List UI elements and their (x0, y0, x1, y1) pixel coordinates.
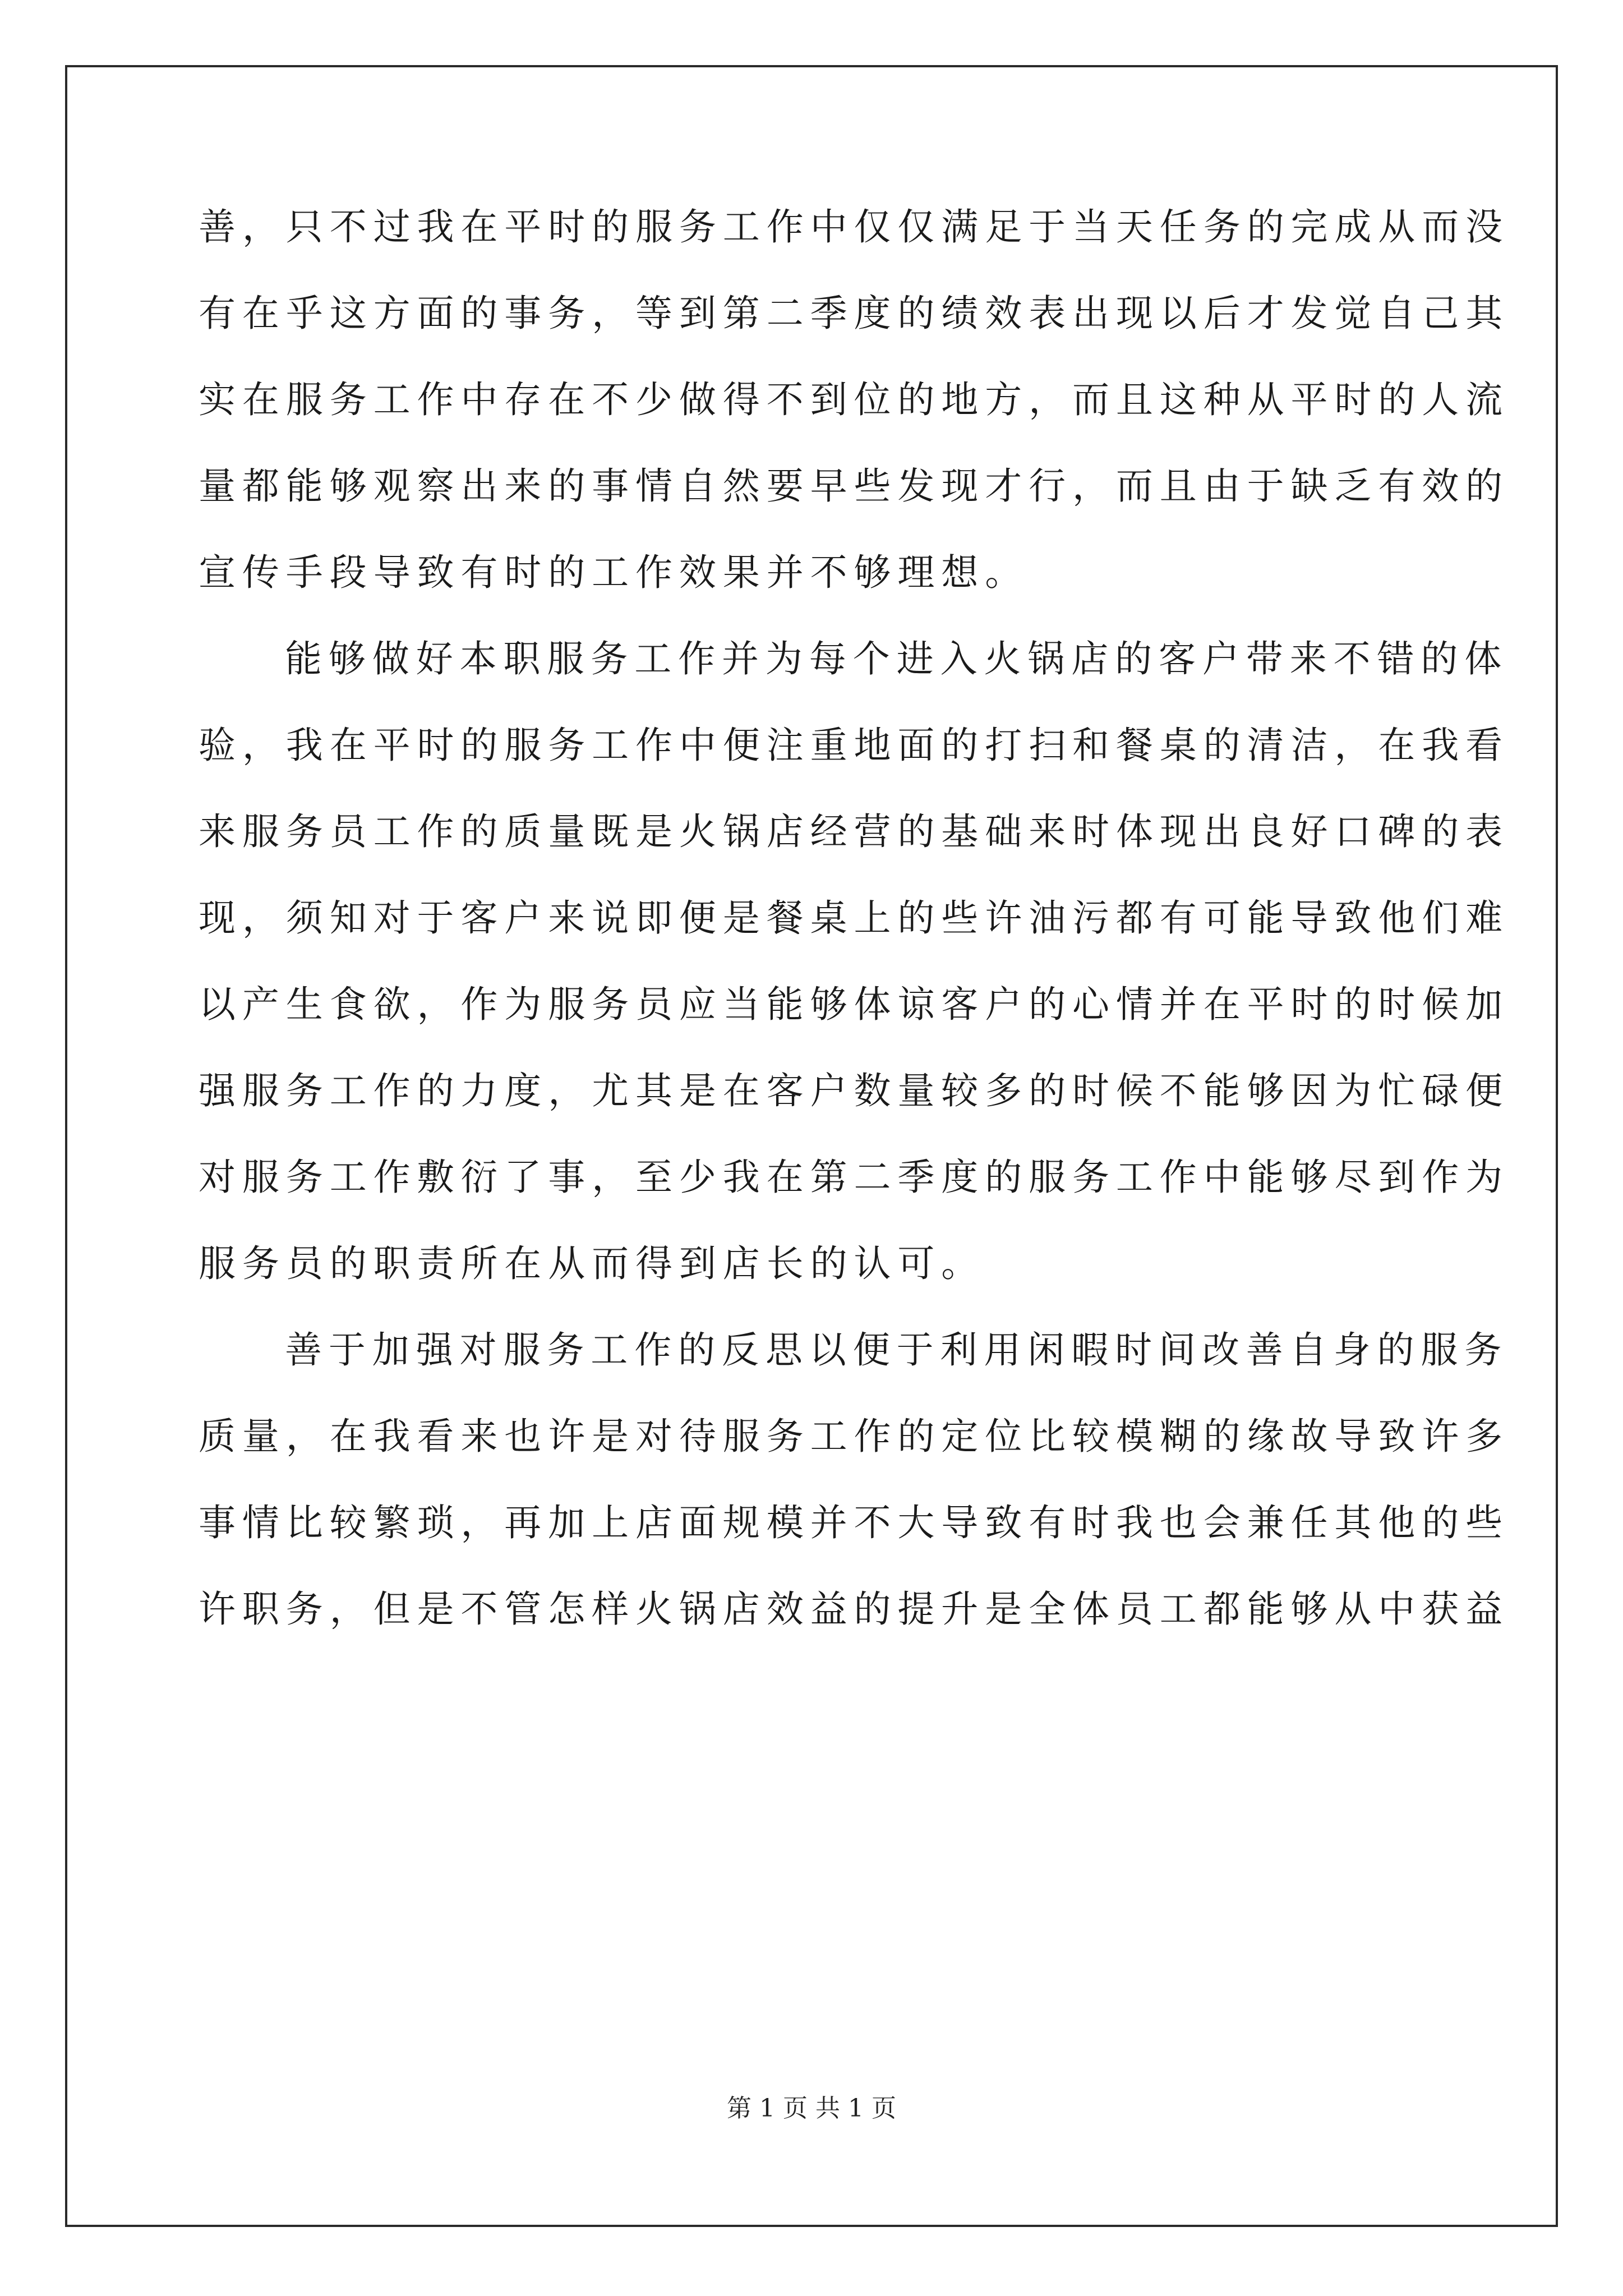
text-line-3: 实在服务工作中存在不少做得不到位的地方，而且这种从平时的人流 (199, 378, 1509, 421)
text-line-13: 服务员的职责所在从而得到店长的认可。 (199, 1242, 985, 1285)
text-line-2: 有在乎这方面的事务，等到第二季度的绩效表出现以后才发觉自己其 (199, 292, 1509, 335)
text-line-10: 以产生食欲，作为服务员应当能够体谅客户的心情并在平时的时候加 (199, 983, 1509, 1026)
page-number-footer: 第 1 页 共 1 页 (727, 2094, 896, 2123)
text-line-9: 现，须知对于客户来说即便是餐桌上的些许油污都有可能导致他们难 (199, 896, 1509, 940)
text-line-17: 许职务，但是不管怎样火锅店效益的提升是全体员工都能够从中获益 (199, 1588, 1509, 1631)
text-line-16: 事情比较繁琐，再加上店面规模并不大导致有时我也会兼任其他的些 (199, 1501, 1509, 1544)
text-line-6: 能够做好本职服务工作并为每个进入火锅店的客户带来不错的体 (285, 637, 1509, 680)
text-line-14: 善于加强对服务工作的反思以便于利用闲暇时间改善自身的服务 (285, 1328, 1509, 1372)
text-line-4: 量都能够观察出来的事情自然要早些发现才行，而且由于缺乏有效的 (199, 464, 1509, 508)
text-line-7: 验，我在平时的服务工作中便注重地面的打扫和餐桌的清洁，在我看 (199, 724, 1509, 767)
document-body (199, 205, 1509, 1677)
text-line-5: 宣传手段导致有时的工作效果并不够理想。 (199, 551, 1029, 594)
text-line-1: 善，只不过我在平时的服务工作中仅仅满足于当天任务的完成从而没 (199, 205, 1509, 249)
text-line-12: 对服务工作敷衍了事，至少我在第二季度的服务工作中能够尽到作为 (199, 1156, 1509, 1199)
text-line-11: 强服务工作的力度，尤其是在客户数量较多的时候不能够因为忙碌便 (199, 1069, 1509, 1112)
text-line-8: 来服务员工作的质量既是火锅店经营的基础来时体现出良好口碑的表 (199, 810, 1509, 853)
text-line-15: 质量，在我看来也许是对待服务工作的定位比较模糊的缘故导致许多 (199, 1415, 1509, 1458)
